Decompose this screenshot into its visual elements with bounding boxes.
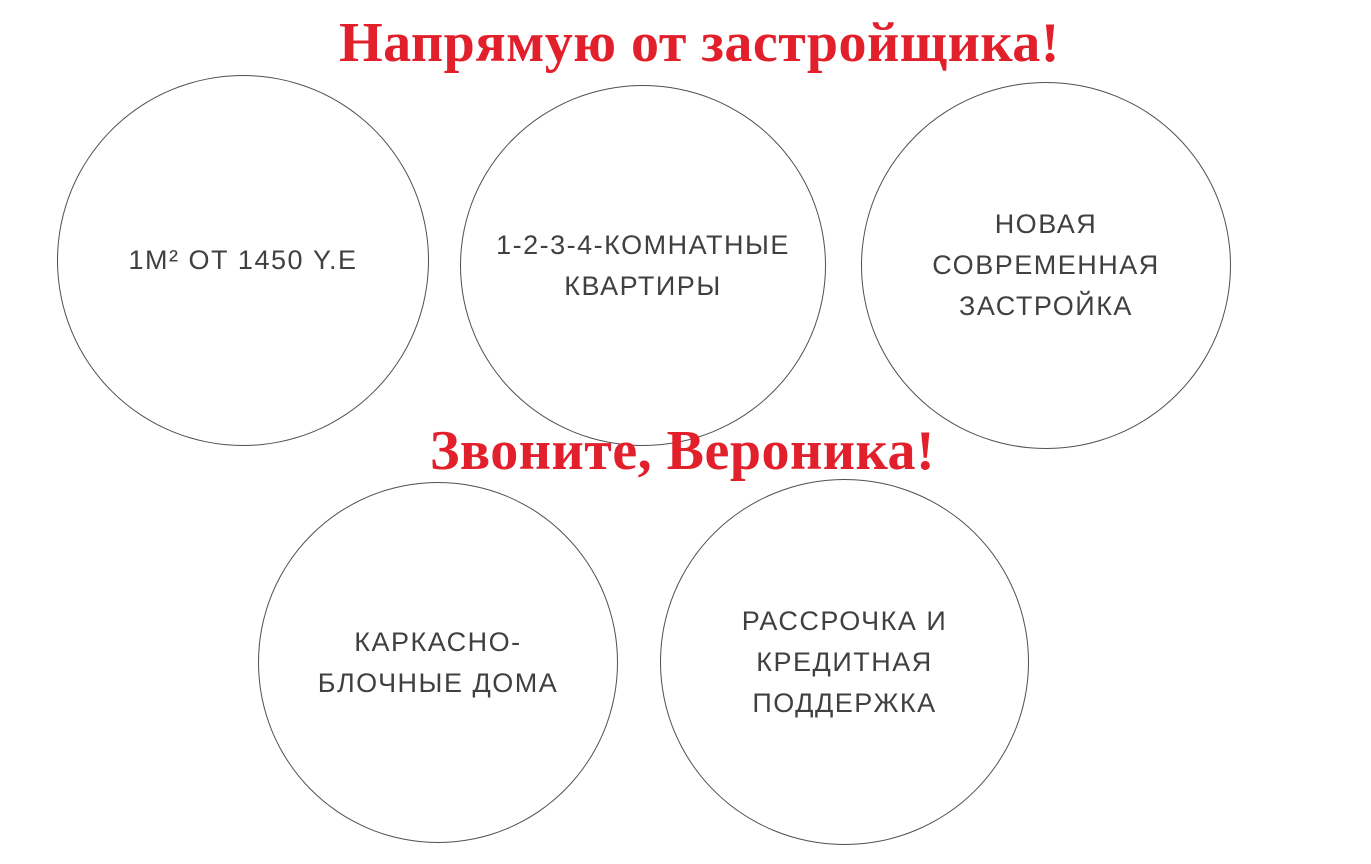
circle-apartments	[460, 85, 826, 446]
circle-installment-credit-line-3: ПОДДЕРЖКА	[752, 687, 937, 718]
headline-from-developer: Напрямую от застройщика!	[339, 12, 1060, 74]
circle-frame-block-houses-text	[318, 622, 559, 704]
circle-installment-credit-text	[742, 601, 948, 724]
circle-price-per-m2	[57, 75, 429, 446]
circle-new-development	[861, 82, 1231, 449]
circle-installment-credit	[660, 479, 1029, 845]
circle-new-development-line-2: СОВРЕМЕННАЯ	[932, 250, 1160, 280]
circle-new-development-text	[932, 204, 1159, 327]
circle-installment-credit-line-2: КРЕДИТНАЯ	[756, 646, 933, 677]
circle-frame-block-houses-line-1: КАРКАСНО-	[354, 626, 522, 657]
headline-call-veronika: Звоните, Вероника!	[429, 420, 936, 482]
circle-new-development-line-1: НОВАЯ	[994, 209, 1098, 239]
circle-apartments-text	[496, 225, 790, 307]
circle-price-per-m2-text	[128, 240, 357, 281]
circle-apartments-line-2: КВАРТИРЫ	[564, 270, 722, 301]
circle-frame-block-houses-line-2: БЛОЧНЫЕ ДОМА	[317, 667, 559, 698]
circle-apartments-line-1: 1-2-3-4-КОМНАТНЫЕ	[496, 229, 790, 260]
circle-frame-block-houses	[258, 482, 618, 843]
circle-installment-credit-line-1: РАССРОЧКА И	[741, 605, 948, 636]
circle-price-per-m2-line-1: 1М² ОТ 1450 Y.E	[128, 245, 358, 275]
circle-new-development-line-3: ЗАСТРОЙКА	[959, 291, 1133, 321]
